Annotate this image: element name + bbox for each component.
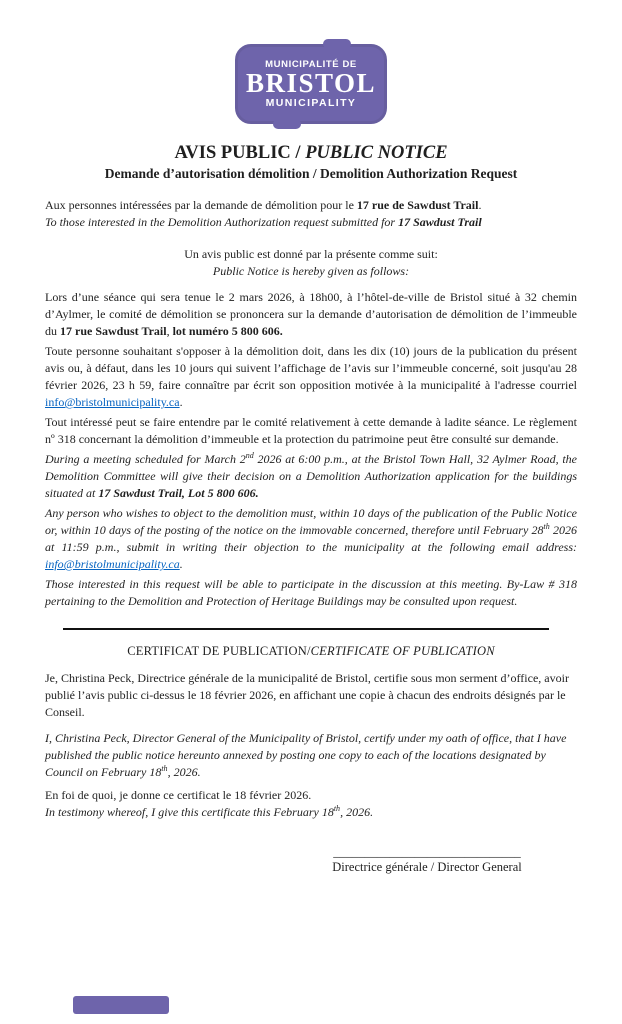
section-divider (63, 628, 549, 630)
meeting-paragraph-fr: Lors d’une séance qui sera tenue le 2 mars 2026, à 18h00, à l’hôtel-de-ville de Bristol situé à 32 chemin d’Aylmer, le comité de démolition se prononcera sur la demande d’autorisation de démolition de l’immeuble du 17 rue Sawdust Trail, lot numéro 5 800 606. (45, 290, 577, 338)
signature-block (327, 845, 527, 875)
page-title (45, 142, 577, 164)
logo-text-municipality: MUNICIPALITY (265, 97, 357, 110)
page-title-en: PUBLIC NOTICE (305, 143, 448, 163)
testimony-line-en: In testimony whereof, I give this certificate this February 18th, 2026. (45, 804, 374, 819)
footer-accent-bar (73, 996, 169, 1014)
logo-edge-bump (323, 39, 351, 49)
opposition-paragraph-fr: Toute personne souhaitant s'opposer à la démolition doit, dans les dix (10) jours de la publication du présent avis ou, à défaut, dans les 10 jours qui suivent l’affichage de l’avis sur l’immeuble concerné, soit jusqu'au 28 février 2026, 23 h 59, faire connaître par écrit son opposition motivée à la municipalité à l'adresse courriel info@bristolmunicipality.ca. (45, 344, 577, 409)
email-link-en[interactable]: info@bristolmunicipality.ca (45, 557, 180, 571)
signature-line: ______________________________ (333, 845, 521, 859)
hearing-paragraph-fr: Tout intéressé peut se faire entendre par le comité relativement à cette demande à ladite séance. Le règlement nº 318 concernant la démolition d’immeuble et la protection du patrimoine peut être consulté sur demande. (45, 415, 577, 446)
intro-paragraph-en: To those interested in the Demolition Authorization request submitted for 17 Sawdust Trail (45, 215, 482, 229)
certificate-paragraph-fr: Je, Christina Peck, Directrice générale de la municipalité de Bristol, certifie sous mon serment d’office, avoir publié l’avis public ci-dessus le 18 février 2026, en affichant une copie à chacun des endroits désignés par le Conseil. (45, 671, 569, 719)
certificate-heading-en: CERTIFICATE OF PUBLICATION (310, 644, 495, 658)
page-subtitle: Demande d’autorisation démolition / Demolition Authorization Request (104, 166, 518, 181)
certificate-heading-fr: CERTIFICAT DE PUBLICATION/ (127, 644, 311, 658)
signature-title: Directrice générale / Director General (332, 860, 522, 874)
objection-paragraph-en: Any person who wishes to object to the demolition must, within 10 days of the publication of the Public Notice or, within 10 days of the posting of the notice on the immovable concerned, therefore until February 28th 2026 at 11:59 p.m., submit in writing their objection to the municipality at the following email address: info@bristolmunicipality.ca. (45, 506, 578, 571)
notice-line-en: Public Notice is hereby given as follows: (212, 264, 410, 278)
certificate-heading (45, 643, 577, 660)
testimony-line-fr: En foi de quoi, je donne ce certificat le 18 février 2026. (45, 788, 312, 802)
logo-text-bristol: BRISTOL (245, 67, 377, 98)
notice-line-fr: Un avis public est donné par la présente comme suit: (184, 247, 438, 261)
municipality-logo (235, 44, 387, 124)
logo-edge-bump (273, 119, 301, 129)
logo-text-municipalite: MUNICIPALITÉ DE (265, 58, 357, 70)
page-title-fr: AVIS PUBLIC / (174, 143, 306, 163)
certificate-paragraph-en: I, Christina Peck, Director General of the Municipality of Bristol, certify under my oath of office, that I have published the public notice hereunto annexed by posting one copy to each of the locations designated by Council on February 18th, 2026. (45, 731, 567, 779)
participation-paragraph-en: Those interested in this request will be able to participate in the discussion at this meeting. By-Law # 318 pertaining to the Demolition and Protection of Heritage Buildings may be consulted upon request. (45, 577, 577, 608)
email-link-fr[interactable]: info@bristolmunicipality.ca (45, 395, 180, 409)
intro-paragraph-fr: Aux personnes intéressées par la demande de démolition pour le 17 rue de Sawdust Trail. (45, 198, 482, 212)
meeting-paragraph-en: During a meeting scheduled for March 2nd 2026 at 6:00 p.m., at the Bristol Town Hall, 32 Aylmer Road, the Demolition Committee will give their decision on a Demolition Authorization application for the buildings situated at 17 Sawdust Trail, Lot 5 800 606. (45, 451, 577, 500)
